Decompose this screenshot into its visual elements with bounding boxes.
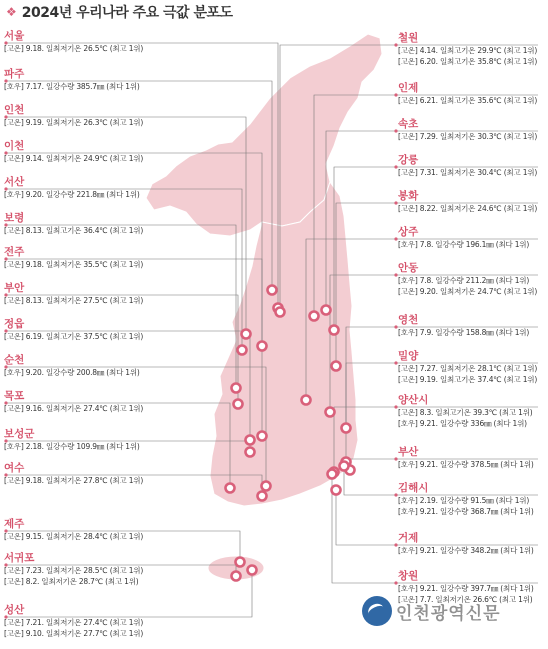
record-text: [고온] 4.14. 일최고기온 29.9℃ (최고 1위) bbox=[398, 46, 538, 55]
station-label bbox=[398, 32, 548, 67]
station-marker bbox=[258, 492, 267, 501]
station-name: 파주 bbox=[4, 68, 25, 80]
record-text: [고온] 9.19. 일최고기온 37.4℃ (최고 1위) bbox=[398, 375, 538, 384]
north-korea-landmass bbox=[146, 34, 382, 236]
record-text: [고온] 9.15. 일최저기온 28.4℃ (최고 1위) bbox=[4, 532, 144, 541]
record-text: [고온] 9.10. 일최저기온 27.7℃ (최고 1위) bbox=[4, 629, 144, 638]
record-text: [고온] 9.16. 일최저기온 27.4℃ (최고 1위) bbox=[4, 404, 144, 413]
station-label bbox=[4, 30, 169, 54]
record-text: [호우] 9.21. 일강수량 348.2㎜ (최다 1위) bbox=[398, 546, 534, 555]
station-label bbox=[4, 212, 169, 236]
station-marker bbox=[246, 436, 255, 445]
station-label bbox=[4, 104, 169, 128]
station-label bbox=[398, 190, 548, 214]
record-text: [고온] 8.2. 일최저기온 28.7℃ (최고 1위) bbox=[4, 577, 139, 586]
station-marker bbox=[332, 486, 341, 495]
station-label bbox=[398, 226, 548, 250]
station-name: 인제 bbox=[398, 82, 419, 94]
record-text: [호우] 7.8. 일강수량 211.2㎜ (최다 1위) bbox=[398, 276, 530, 285]
station-label bbox=[398, 446, 548, 470]
station-marker bbox=[248, 566, 257, 575]
station-name: 양산시 bbox=[398, 394, 429, 406]
record-text: [고온] 9.14. 일최저기온 24.9℃ (최고 1위) bbox=[4, 154, 144, 163]
station-name: 부안 bbox=[4, 282, 25, 294]
station-marker bbox=[234, 400, 243, 409]
station-label bbox=[4, 246, 169, 270]
station-label bbox=[4, 428, 169, 452]
station-marker bbox=[238, 346, 247, 355]
record-text: [고온] 9.18. 일최저기온 27.8℃ (최고 1위) bbox=[4, 476, 144, 485]
record-text: [호우] 2.18. 일강수량 109.9㎜ (최다 1위) bbox=[4, 442, 140, 451]
record-text: [호우] 7.8. 일강수량 196.1㎜ (최다 1위) bbox=[398, 240, 530, 249]
record-text: [호우] 9.20. 일강수량 221.8㎜ (최다 1위) bbox=[4, 190, 140, 199]
station-marker bbox=[310, 312, 319, 321]
record-text: [고온] 9.18. 일최저기온 35.5℃ (최고 1위) bbox=[4, 260, 144, 269]
station-name: 제주 bbox=[4, 518, 25, 530]
station-marker bbox=[326, 408, 335, 417]
station-label bbox=[4, 354, 169, 378]
station-name: 속초 bbox=[398, 118, 419, 130]
station-marker bbox=[246, 448, 255, 457]
record-text: [고온] 7.21. 일최저기온 27.4℃ (최고 1위) bbox=[4, 618, 144, 627]
station-label bbox=[398, 154, 548, 178]
station-name: 강릉 bbox=[398, 154, 419, 166]
record-text: [호우] 9.21. 일강수량 397.7㎜ (최다 1위) bbox=[398, 584, 534, 593]
station-name: 부산 bbox=[398, 446, 419, 458]
station-label bbox=[398, 314, 548, 338]
record-text: [고온] 8.13. 일최저기온 27.5℃ (최고 1위) bbox=[4, 296, 144, 305]
page-title: 2024년 우리나라 주요 극값 분포도 bbox=[21, 5, 233, 21]
station-label bbox=[4, 318, 169, 342]
station-name: 보성군 bbox=[4, 428, 35, 440]
station-marker bbox=[258, 342, 267, 351]
station-name: 철원 bbox=[398, 32, 419, 44]
watermark-text: 인천광역신문 bbox=[396, 603, 501, 624]
record-text: [고온] 7.31. 일최저기온 30.4℃ (최고 1위) bbox=[398, 168, 538, 177]
station-name: 밀양 bbox=[398, 350, 419, 362]
station-label bbox=[398, 118, 548, 142]
station-label bbox=[4, 604, 169, 639]
station-label bbox=[4, 176, 169, 200]
station-label bbox=[4, 518, 169, 542]
record-text: [고온] 9.19. 일최저기온 26.3℃ (최고 1위) bbox=[4, 118, 144, 127]
station-marker bbox=[232, 384, 241, 393]
record-text: [고온] 8.13. 일최고기온 36.4℃ (최고 1위) bbox=[4, 226, 144, 235]
station-name: 서울 bbox=[4, 30, 25, 42]
station-name: 영천 bbox=[398, 314, 419, 326]
record-text: [호우] 7.9. 일강수량 158.8㎜ (최다 1위) bbox=[398, 328, 530, 337]
station-label bbox=[398, 394, 548, 429]
record-text: [호우] 2.19. 일강수량 91.5㎜ (최다 1위) bbox=[398, 496, 530, 505]
station-marker bbox=[236, 558, 245, 567]
station-marker bbox=[258, 432, 267, 441]
record-text: [고온] 6.19. 일최고기온 37.5℃ (최고 1위) bbox=[4, 332, 144, 341]
record-text: [호우] 9.21. 일강수량 336㎜ (최다 1위) bbox=[398, 419, 527, 428]
record-text: [고온] 9.20. 일최저기온 24.7℃ (최고 1위) bbox=[398, 287, 538, 296]
station-name: 김해시 bbox=[398, 482, 429, 494]
record-text: [고온] 7.27. 일최저기온 28.1℃ (최고 1위) bbox=[398, 364, 538, 373]
station-label bbox=[398, 82, 548, 106]
station-name: 이천 bbox=[4, 140, 25, 152]
leader-line bbox=[6, 295, 238, 404]
station-name: 안동 bbox=[398, 262, 419, 274]
record-text: [호우] 9.21. 일강수량 368.7㎜ (최다 1위) bbox=[398, 507, 534, 516]
station-name: 정읍 bbox=[4, 318, 25, 330]
station-marker bbox=[268, 286, 277, 295]
station-marker bbox=[340, 462, 349, 471]
station-name: 전주 bbox=[4, 246, 25, 258]
station-marker bbox=[332, 362, 341, 371]
station-name: 여수 bbox=[4, 462, 25, 474]
station-label bbox=[398, 262, 548, 297]
record-text: [호우] 9.21. 일강수량 378.5㎜ (최다 1위) bbox=[398, 460, 534, 469]
station-label bbox=[398, 482, 548, 517]
station-label bbox=[4, 462, 169, 486]
flower-icon: ❖ bbox=[6, 5, 17, 19]
leader-line bbox=[6, 331, 250, 440]
station-name: 순천 bbox=[4, 354, 25, 366]
station-marker bbox=[342, 424, 351, 433]
station-name: 목포 bbox=[4, 390, 25, 402]
station-label bbox=[398, 532, 548, 556]
station-name: 인천 bbox=[4, 104, 25, 116]
station-marker bbox=[322, 306, 331, 315]
station-marker bbox=[226, 484, 235, 493]
station-marker bbox=[232, 572, 241, 581]
station-name: 서귀포 bbox=[4, 552, 35, 564]
title-bar bbox=[6, 2, 233, 22]
watermark bbox=[362, 596, 501, 626]
record-text: [고온] 7.7. 일최저기온 26.6℃ (최고 1위) bbox=[398, 595, 533, 604]
publisher-logo-icon bbox=[362, 596, 392, 626]
station-marker bbox=[330, 326, 339, 335]
station-marker bbox=[276, 308, 285, 317]
record-text: [호우] 9.20. 일강수량 200.8㎜ (최다 1위) bbox=[4, 368, 140, 377]
station-marker bbox=[302, 396, 311, 405]
station-name: 상주 bbox=[398, 226, 419, 238]
record-text: [고온] 9.18. 일최저기온 26.5℃ (최고 1위) bbox=[4, 44, 144, 53]
record-text: [호우] 7.17. 일강수량 385.7㎜ (최다 1위) bbox=[4, 82, 140, 91]
station-label bbox=[4, 552, 169, 587]
record-text: [고온] 6.20. 일최고기온 35.8℃ (최고 1위) bbox=[398, 57, 538, 66]
record-text: [고온] 6.21. 일최고기온 35.6℃ (최고 1위) bbox=[398, 96, 538, 105]
station-label bbox=[4, 390, 169, 414]
station-name: 서산 bbox=[4, 176, 25, 188]
station-marker bbox=[262, 482, 271, 491]
station-name: 거제 bbox=[398, 532, 419, 544]
record-text: [고온] 7.23. 일최저기온 28.5℃ (최고 1위) bbox=[4, 566, 144, 575]
record-text: [고온] 8.3. 일최고기온 39.3℃ (최고 1위) bbox=[398, 408, 533, 417]
station-label bbox=[4, 68, 169, 92]
station-label bbox=[398, 350, 548, 385]
station-label bbox=[4, 282, 169, 306]
record-text: [고온] 7.29. 일최저기온 30.3℃ (최고 1위) bbox=[398, 132, 538, 141]
station-marker bbox=[242, 330, 251, 339]
station-name: 성산 bbox=[4, 604, 25, 616]
record-text: [고온] 8.22. 일최저기온 24.6℃ (최고 1위) bbox=[398, 204, 538, 213]
station-name: 봉화 bbox=[398, 190, 419, 202]
station-name: 창원 bbox=[398, 570, 419, 582]
station-name: 보령 bbox=[4, 212, 25, 224]
station-label bbox=[4, 140, 169, 164]
station-marker bbox=[328, 470, 337, 479]
